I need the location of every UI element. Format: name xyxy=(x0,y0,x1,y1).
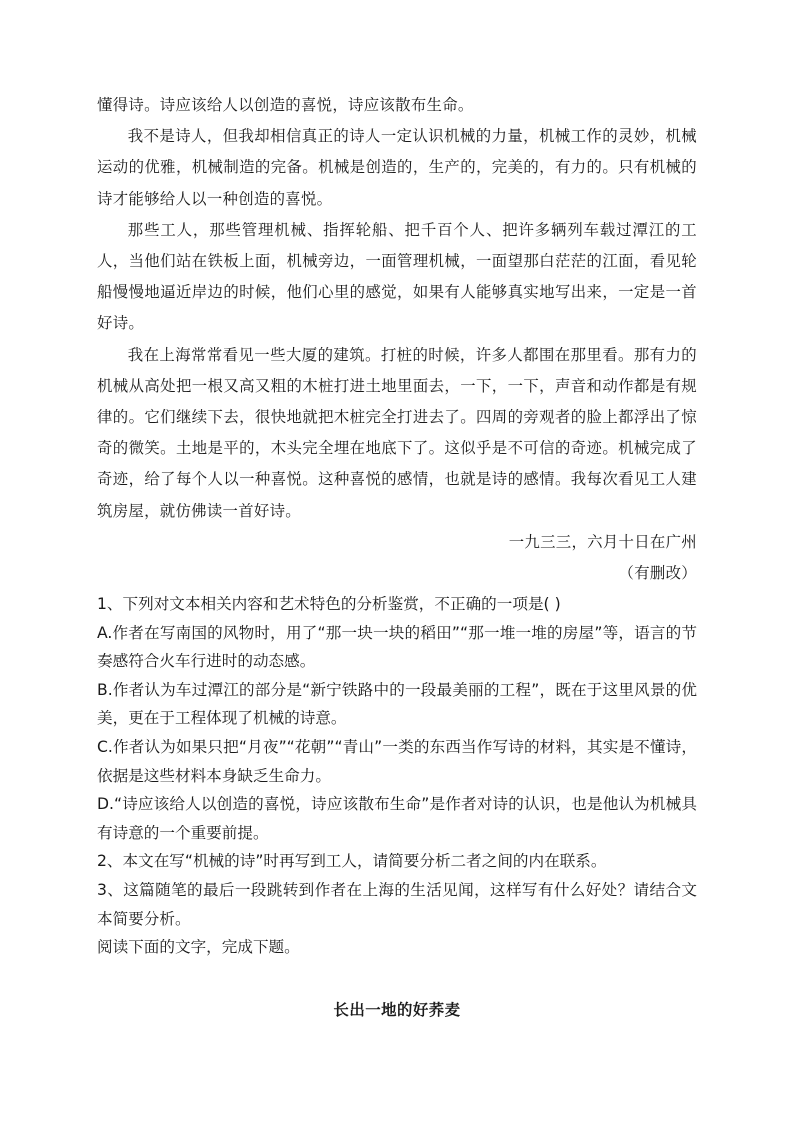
question-3: 3、这篇随笔的最后一段跳转到作者在上海的生活见闻，这样写有什么好处？请结合文本简要分析。 xyxy=(97,880,697,928)
question-1-stem: 1、下列对文本相关内容和艺术特色的分析鉴赏，不正确的一项是( ) xyxy=(97,595,561,613)
date-line: 一九三三，六月十日在广州 xyxy=(508,532,697,551)
essay-passage xyxy=(97,90,697,589)
passage-paragraph-continued: 懂得诗。诗应该给人以创造的喜悦，诗应该散布生命。 xyxy=(97,96,474,114)
edit-note: （有删改） xyxy=(618,564,697,583)
question-1-option-d: D.“诗应该给人以创造的喜悦，诗应该散布生命”是作者对诗的认识，也是他认为机械具有诗意的一个重要前提。 xyxy=(97,795,697,842)
question-1-option-a: A.作者在写南国的风物时，用了“那一块一块的稻田”“那一堆一堆的房屋”等，语言的节奏感符合火车行进时的动态感。 xyxy=(97,623,697,671)
question-1-option-b: B.作者认为车过潭江的部分是“新宁铁路中的一段最美丽的工程”，既在于这里风景的优美，更在于工程体现了机械的诗意。 xyxy=(97,680,697,728)
reading-instruction: 阅读下面的文字，完成下题。 xyxy=(97,938,300,957)
passage-paragraph: 那些工人，那些管理机械、指挥轮船、把千百个人、把许多辆列车载过潭江的工人，当他们站在铁板上面，机械旁边，一面管理机械，一面望那白茫茫的江面，看见轮船慢慢地逼近岸边的时候，他们心里的感觉，如果有人能够真实地写出来，一定是一首好诗。 xyxy=(97,220,697,333)
question-2: 2、本文在写“机械的诗”时再写到工人，请简要分析二者之间的内在联系。 xyxy=(97,852,607,871)
questions-section xyxy=(97,590,697,962)
passage-paragraph: 我在上海常常看见一些大厦的建筑。打桩的时候，许多人都围在那里看。那有力的机械从高处把一根又高又粗的木桩打进土地里面去，一下，一下，声音和动作都是有规律的。它们继续下去，很快地就把木桩完全打进去了。四周的旁观者的脸上都浮出了惊奇的微笑。土地是平的，木头完全埋在地底下了。这似乎是不可信的奇迹。机械完成了奇迹，给了每个人以一种喜悦。这种喜悦的感情，也就是诗的感情。我每次看见工人建筑房屋，就仿佛读一首好诗。 xyxy=(97,345,697,520)
question-1-option-c: C.作者认为如果只把“月夜”“花朝”“青山”一类的东西当作写诗的材料，其实是不懂诗，依据是这些材料本身缺乏生命力。 xyxy=(97,737,697,785)
next-section-title: 长出一地的好荞麦 xyxy=(333,1001,461,1019)
passage-paragraph: 我不是诗人，但我却相信真正的诗人一定认识机械的力量，机械工作的灵妙，机械运动的优雅，机械制造的完备。机械是创造的，生产的，完美的，有力的。只有机械的诗才能够给人以一种创造的喜悦。 xyxy=(97,127,697,208)
